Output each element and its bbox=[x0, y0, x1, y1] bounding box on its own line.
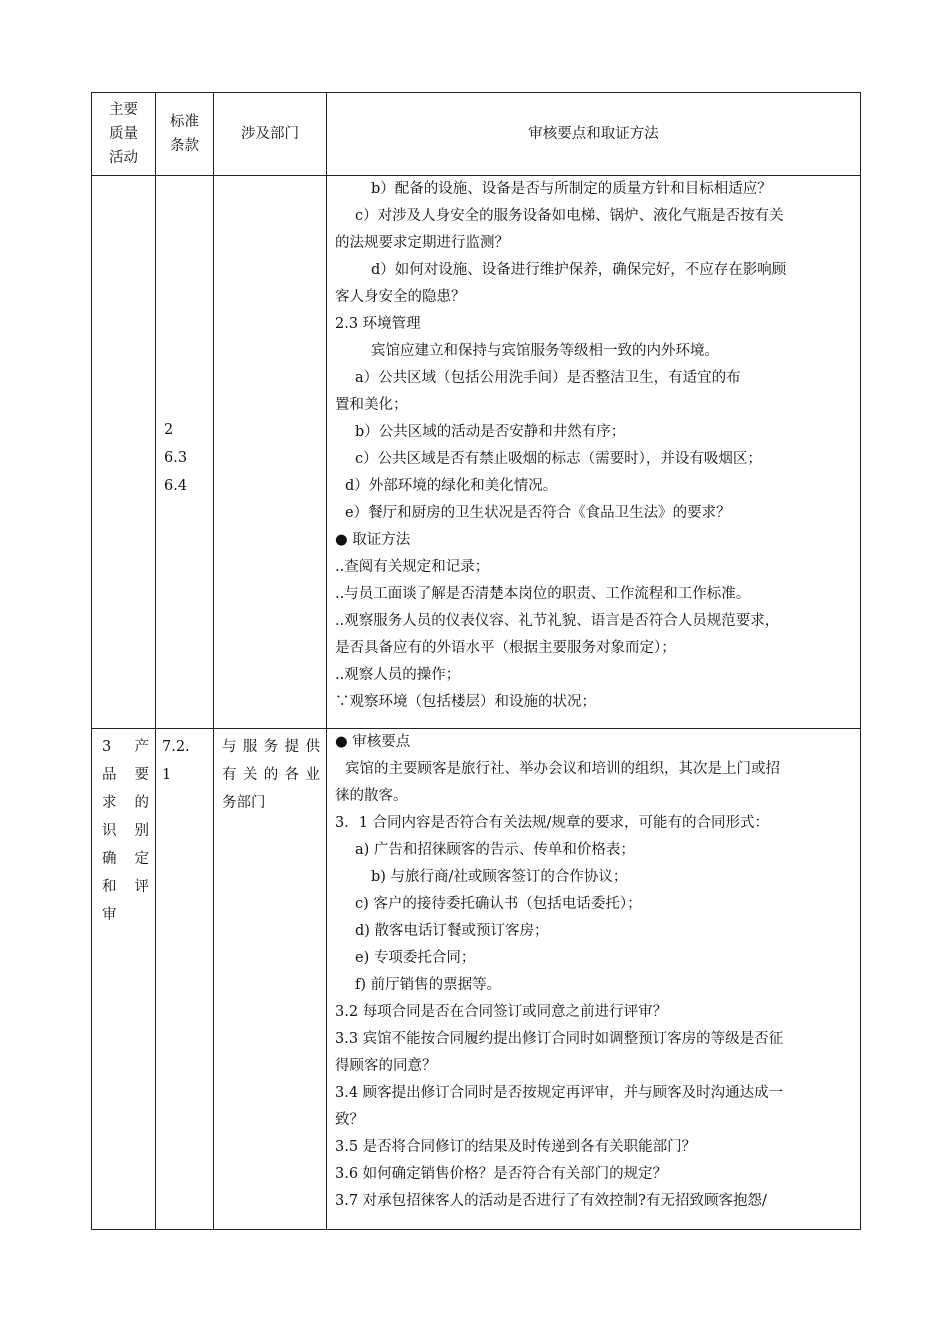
table-header-row bbox=[92, 93, 861, 176]
row2-activity-cell: 3 产 品 要 求 的 识 别 确 定 和 评 审 bbox=[92, 729, 156, 1230]
row1-clause-cell: 2 6.3 6.4 bbox=[156, 176, 214, 729]
row1-department-cell bbox=[214, 176, 327, 729]
table-row bbox=[92, 176, 861, 729]
row2-clause-cell: 7.2. 1 bbox=[156, 729, 214, 1230]
row1-audit-cell: b）配备的设施、设备是否与所制定的质量方针和目标相适应？ c）对涉及人身安全的服务设备如电梯、锅炉、液化气瓶是否按有关 的法规要求定期进行监测？ d）如何对设施、设备进行维护保养，确保完好，不应存在影响顾 客人身安全的隐患？ 2.3 环境管理 宾馆应建立和保持与宾馆服务等级相一致的内外环境。 a）公共区域（包括公用洗手间）是否整洁卫生，有适宜的布 置和美化； b）公共区域的活动是否安静和井然有序； c）公共区域是否有禁止吸烟的标志（需要时），并设有吸烟区； d）外部环境的绿化和美化情况。 e）餐厅和厨房的卫生状况是否符合《食品卫生法》的要求？ ● 取证方法 ..查阅有关规定和记录； ..与员工面谈了解是否清楚本岗位的职责、工作流程和工作标准。 ..观察服务人员的仪表仪容、礼节礼貌、语言是否符合人员规范要求， 是否具备应有的外语水平（根据主要服务对象而定）； ..观察人员的操作； ∵观察环境（包括楼层）和设施的状况； bbox=[327, 176, 861, 729]
header-main-activity: 主要 质量 活动 bbox=[92, 93, 156, 176]
header-audit-points: 审核要点和取证方法 bbox=[327, 93, 861, 176]
row2-department-cell: 与 服 务 提 供 有 关 的 各 业 务部门 bbox=[214, 729, 327, 1230]
audit-table bbox=[91, 92, 861, 1230]
table-row bbox=[92, 729, 861, 1230]
header-standard-clause: 标准 条款 bbox=[156, 93, 214, 176]
header-department: 涉及部门 bbox=[214, 93, 327, 176]
row2-audit-cell: ● 审核要点 宾馆的主要顾客是旅行社、举办会议和培训的组织，其次是上门或招 徕的散客。 3．1 合同内容是否符合有关法规/规章的要求，可能有的合同形式： a) 广告和招徕顾客的告示、传单和价格表； b) 与旅行商/社或顾客签订的合作协议； c) 客户的接待委托确认书（包括电话委托）； d) 散客电话订餐或预订客房； e) 专项委托合同； f) 前厅销售的票据等。 3.2 每项合同是否在合同签订或同意之前进行评审？ 3.3 宾馆不能按合同履约提出修订合同时如调整预订客房的等级是否征 得顾客的同意？ 3.4 顾客提出修订合同时是否按规定再评审，并与顾客及时沟通达成一 致？ 3.5 是否将合同修订的结果及时传递到各有关职能部门？ 3.6 如何确定销售价格？是否符合有关部门的规定？ 3.7 对承包招徕客人的活动是否进行了有效控制?有无招致顾客抱怨/ bbox=[327, 729, 861, 1230]
row1-activity-cell bbox=[92, 176, 156, 729]
